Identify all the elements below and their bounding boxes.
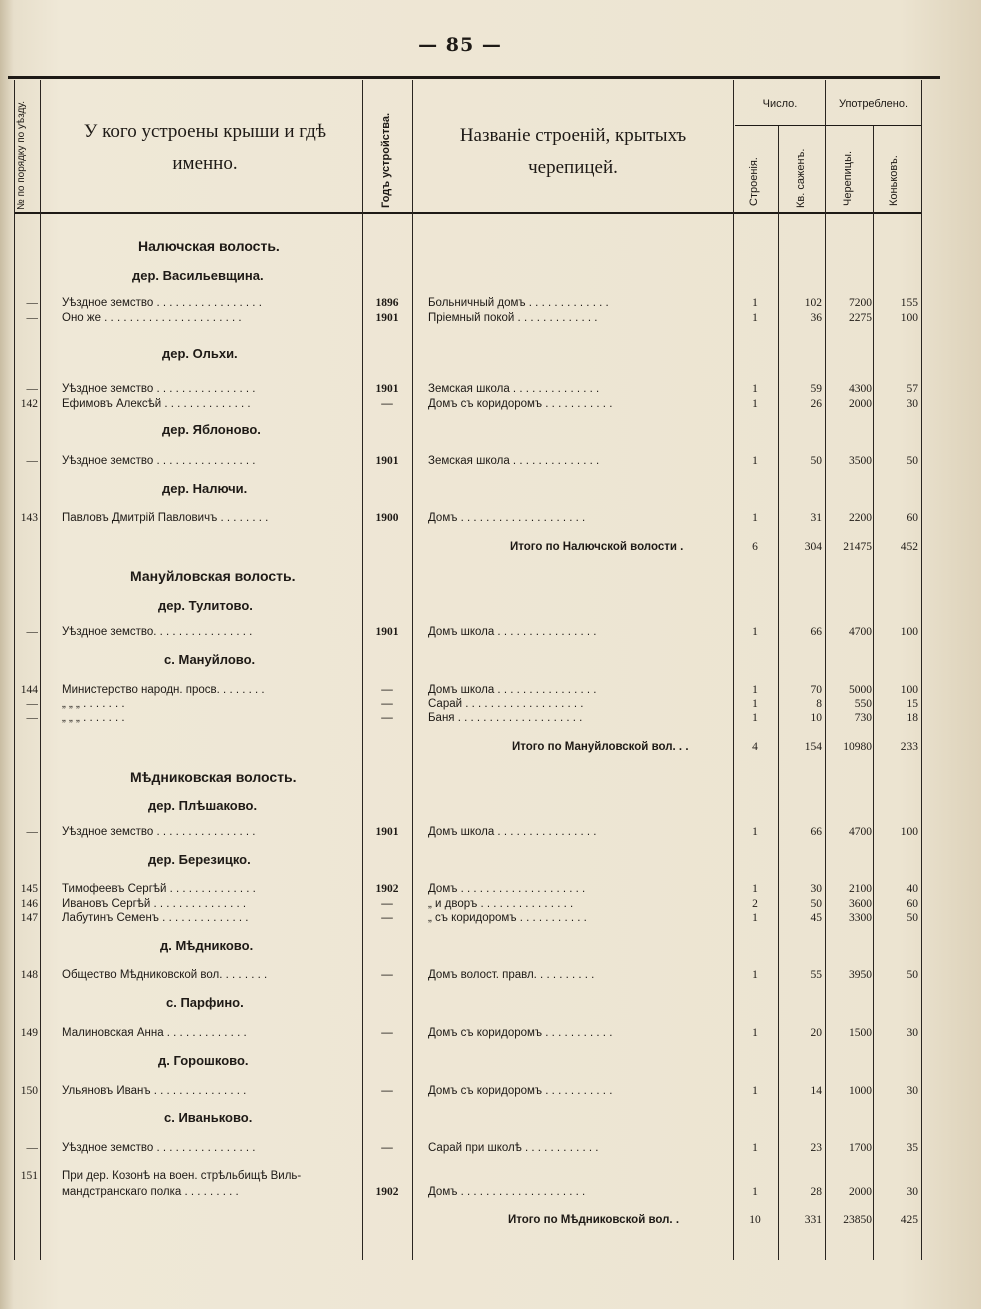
cell-tiles: 3500	[849, 455, 872, 467]
volost-heading: Мануйловская волость.	[130, 568, 296, 584]
cell-name: Домъ . . . . . . . . . . . . . . . . . . . .	[428, 883, 586, 895]
cell-sq: 45	[810, 912, 822, 924]
village-heading: дер. Тулитово.	[158, 598, 253, 613]
cell-sq: 10	[810, 712, 822, 724]
cell-no: 142	[20, 398, 38, 410]
cell-year: 1901	[375, 626, 399, 638]
cell-sq: 102	[804, 297, 822, 309]
cell-name: Сарай при школѣ . . . . . . . . . . . .	[428, 1142, 599, 1154]
cell-owner: „ „ „ . . . . . . .	[62, 698, 125, 710]
cell-name: Сарай . . . . . . . . . . . . . . . . . . .	[428, 698, 584, 710]
cell-buildings: 1	[752, 312, 758, 324]
cell-year: —	[381, 398, 393, 410]
cell-year: 1901	[375, 455, 399, 467]
cell-tiles: 3300	[849, 912, 872, 924]
table-row	[0, 311, 981, 325]
cell-tiles: 2000	[849, 398, 872, 410]
cell-no: 146	[20, 898, 38, 910]
cell-no: 144	[20, 684, 38, 696]
col-line-3	[362, 80, 363, 1260]
table-row	[0, 968, 981, 982]
total-tiles: 23850	[843, 1214, 872, 1226]
village-heading: дер. Плѣшаково.	[148, 798, 258, 813]
cell-owner: Уѣздное земство . . . . . . . . . . . . . . . .	[62, 383, 256, 395]
col-line-2	[40, 80, 41, 1260]
table-row	[0, 382, 981, 396]
table-row	[0, 882, 981, 896]
table-row	[0, 711, 981, 725]
cell-no: —	[26, 297, 38, 309]
cell-owner: мандстранскаго полка . . . . . . . . .	[62, 1186, 239, 1198]
total-sq: 304	[804, 541, 822, 553]
volost-heading: Налючская волость.	[138, 238, 280, 254]
col-line-5	[733, 80, 734, 1260]
cell-year: 1901	[375, 383, 399, 395]
cell-owner: Министерство народн. просв. . . . . . . .	[62, 684, 265, 696]
cell-sq: 26	[810, 398, 822, 410]
cell-ridge: 50	[906, 969, 918, 981]
cell-ridge: 155	[900, 297, 918, 309]
cell-name: Земская школа . . . . . . . . . . . . . .	[428, 455, 600, 467]
cell-no: 143	[20, 512, 38, 524]
cell-tiles: 1700	[849, 1142, 872, 1154]
cell-buildings: 1	[752, 455, 758, 467]
cell-name: Домъ волост. правл. . . . . . . . . .	[428, 969, 595, 981]
cell-sq: 20	[810, 1027, 822, 1039]
village-heading: с. Мануйлово.	[164, 652, 256, 667]
cell-tiles: 1000	[849, 1085, 872, 1097]
cell-owner: Ивановъ Сергѣй . . . . . . . . . . . . . . .	[62, 898, 247, 910]
cell-year: —	[381, 898, 393, 910]
cell-ridge: 100	[900, 684, 918, 696]
cell-name: Домъ . . . . . . . . . . . . . . . . . . . .	[428, 1186, 586, 1198]
cell-sq: 66	[810, 626, 822, 638]
cell-tiles: 4700	[849, 626, 872, 638]
header-no: № по порядку по уѣзду.	[16, 100, 27, 210]
total-buildings: 4	[752, 741, 758, 753]
village-heading: д. Горошково.	[158, 1053, 249, 1068]
cell-ridge: 60	[906, 512, 918, 524]
cell-name: Домъ школа . . . . . . . . . . . . . . . .	[428, 684, 597, 696]
cell-sq: 23	[810, 1142, 822, 1154]
cell-ridge: 30	[906, 1186, 918, 1198]
total-buildings: 6	[752, 541, 758, 553]
cell-owner: Уѣздное земство . . . . . . . . . . . . . . . .	[62, 826, 256, 838]
header-used: Употреблено.	[838, 98, 909, 110]
cell-owner: Оно же . . . . . . . . . . . . . . . . . . . . . .	[62, 312, 242, 324]
total-ridge: 452	[900, 541, 918, 553]
cell-no: 148	[20, 969, 38, 981]
cell-owner: Уѣздное земство . . . . . . . . . . . . . . . .	[62, 455, 256, 467]
village-heading: дер. Налючи.	[162, 481, 248, 496]
cell-owner: Лабутинъ Семенъ . . . . . . . . . . . . . .	[62, 912, 249, 924]
cell-name: Земская школа . . . . . . . . . . . . . .	[428, 383, 600, 395]
cell-year: 1900	[375, 512, 399, 524]
cell-buildings: 1	[752, 1027, 758, 1039]
total-label: Итого по Налючской волости .	[510, 541, 684, 553]
cell-tiles: 2275	[849, 312, 872, 324]
cell-no: 151	[20, 1170, 38, 1182]
total-tiles: 10980	[843, 741, 872, 753]
cell-no: —	[26, 626, 38, 638]
table-row	[0, 897, 981, 911]
cell-year: —	[381, 1027, 393, 1039]
cell-year: —	[381, 712, 393, 724]
cell-sq: 50	[810, 455, 822, 467]
table-row	[0, 697, 981, 711]
cell-ridge: 50	[906, 455, 918, 467]
col-line-9	[921, 80, 922, 1260]
cell-tiles: 730	[854, 712, 872, 724]
table-row	[0, 1185, 981, 1199]
cell-year: —	[381, 912, 393, 924]
cell-sq: 59	[810, 383, 822, 395]
cell-sq: 70	[810, 684, 822, 696]
village-heading: д. Мѣдниково.	[160, 938, 254, 953]
cell-year: 1902	[375, 883, 399, 895]
total-ridge: 425	[900, 1214, 918, 1226]
cell-year: 1901	[375, 826, 399, 838]
cell-buildings: 1	[752, 684, 758, 696]
cell-ridge: 30	[906, 1027, 918, 1039]
header-buildings: Строенія.	[748, 157, 760, 206]
cell-no: 145	[20, 883, 38, 895]
total-sq: 331	[804, 1214, 822, 1226]
cell-no: —	[26, 383, 38, 395]
cell-buildings: 1	[752, 1186, 758, 1198]
cell-ridge: 30	[906, 1085, 918, 1097]
village-heading: дер. Ольхи.	[162, 346, 238, 361]
cell-tiles: 1500	[849, 1027, 872, 1039]
cell-name: Домъ съ коридоромъ . . . . . . . . . . .	[428, 398, 613, 410]
col-line-4	[412, 80, 413, 1260]
cell-name: Домъ съ коридоромъ . . . . . . . . . . .	[428, 1027, 613, 1039]
cell-sq: 30	[810, 883, 822, 895]
cell-no: —	[26, 712, 38, 724]
village-heading: дер. Васильевщина.	[132, 268, 264, 283]
cell-year: 1901	[375, 312, 399, 324]
cell-owner: Уѣздное земство. . . . . . . . . . . . . . . .	[62, 626, 253, 638]
header-bottom-rule	[14, 212, 922, 214]
table-row	[0, 454, 981, 468]
header-tiles: Черепицы.	[842, 150, 854, 206]
cell-ridge: 40	[906, 883, 918, 895]
cell-name: „ съ коридоромъ . . . . . . . . . . .	[428, 912, 587, 924]
cell-no: —	[26, 698, 38, 710]
cell-ridge: 100	[900, 826, 918, 838]
cell-tiles: 3950	[849, 969, 872, 981]
total-tiles: 21475	[843, 541, 872, 553]
cell-tiles: 2000	[849, 1186, 872, 1198]
cell-year: 1896	[375, 297, 399, 309]
table-row	[0, 911, 981, 925]
cell-no: —	[26, 312, 38, 324]
cell-sq: 8	[816, 698, 822, 710]
cell-owner: Общество Мѣдниковской вол. . . . . . . .	[62, 969, 268, 981]
table-row	[0, 1141, 981, 1155]
cell-buildings: 1	[752, 698, 758, 710]
header-owner: У кого устроены крыши и гдѣ именно.	[83, 121, 327, 174]
table-row	[0, 625, 981, 639]
col-line-1	[14, 80, 15, 1260]
col-line-7	[825, 80, 826, 1260]
cell-ridge: 57	[906, 383, 918, 395]
cell-tiles: 7200	[849, 297, 872, 309]
cell-tiles: 4700	[849, 826, 872, 838]
cell-owner: Ульяновъ Иванъ . . . . . . . . . . . . . . .	[62, 1085, 247, 1097]
header-count: Число.	[762, 98, 798, 110]
cell-sq: 14	[810, 1085, 822, 1097]
total-sq: 154	[804, 741, 822, 753]
cell-name: „ и дворъ . . . . . . . . . . . . . . .	[428, 898, 574, 910]
cell-tiles: 2200	[849, 512, 872, 524]
cell-buildings: 1	[752, 826, 758, 838]
cell-year: —	[381, 684, 393, 696]
cell-sq: 55	[810, 969, 822, 981]
cell-buildings: 1	[752, 383, 758, 395]
cell-buildings: 1	[752, 398, 758, 410]
cell-no: —	[26, 455, 38, 467]
total-row	[0, 1213, 981, 1227]
cell-ridge: 50	[906, 912, 918, 924]
cell-sq: 36	[810, 312, 822, 324]
table-row	[0, 296, 981, 310]
cell-owner: Уѣздное земство . . . . . . . . . . . . . . . . .	[62, 297, 262, 309]
cell-year: 1902	[375, 1186, 399, 1198]
page-number: — 85 —	[418, 34, 502, 56]
total-buildings: 10	[749, 1214, 761, 1226]
cell-owner: Павловъ Дмитрій Павловичъ . . . . . . . .	[62, 512, 269, 524]
cell-ridge: 30	[906, 398, 918, 410]
cell-buildings: 1	[752, 912, 758, 924]
cell-year: —	[381, 969, 393, 981]
cell-owner: Тимофеевъ Сергѣй . . . . . . . . . . . . . .	[62, 883, 256, 895]
cell-tiles: 3600	[849, 898, 872, 910]
table-row	[0, 1169, 981, 1183]
village-heading: с. Иваньково.	[164, 1110, 253, 1125]
cell-no: —	[26, 826, 38, 838]
cell-owner: Ефимовъ Алексѣй . . . . . . . . . . . . . .	[62, 398, 251, 410]
village-heading: с. Парфино.	[166, 995, 244, 1010]
cell-buildings: 1	[752, 969, 758, 981]
cell-owner: Уѣздное земство . . . . . . . . . . . . . . . .	[62, 1142, 256, 1154]
cell-owner: Малиновская Анна . . . . . . . . . . . . .	[62, 1027, 247, 1039]
cell-ridge: 15	[906, 698, 918, 710]
cell-ridge: 35	[906, 1142, 918, 1154]
cell-tiles: 550	[854, 698, 872, 710]
cell-year: —	[381, 1085, 393, 1097]
total-row	[0, 740, 981, 754]
table-row	[0, 1026, 981, 1040]
table-row	[0, 1084, 981, 1098]
cell-no: 150	[20, 1085, 38, 1097]
cell-name: Домъ школа . . . . . . . . . . . . . . . .	[428, 826, 597, 838]
cell-buildings: 1	[752, 883, 758, 895]
cell-name: Больничный домъ . . . . . . . . . . . . .	[428, 297, 609, 309]
header-name: Названіе строеній, крытыхъ черепицей.	[459, 125, 687, 178]
cell-sq: 28	[810, 1186, 822, 1198]
header-ridge: Коньковъ.	[888, 155, 900, 206]
cell-owner: „ „ „ . . . . . . .	[62, 712, 125, 724]
cell-buildings: 1	[752, 626, 758, 638]
cell-buildings: 1	[752, 512, 758, 524]
cell-name: Домъ школа . . . . . . . . . . . . . . . .	[428, 626, 597, 638]
cell-tiles: 2100	[849, 883, 872, 895]
top-rule	[8, 76, 940, 79]
table-row	[0, 683, 981, 697]
subheader-rule	[735, 125, 921, 126]
header-sq: Кв. саженъ.	[795, 148, 807, 208]
village-heading: дер. Яблоново.	[162, 422, 261, 437]
cell-name: Домъ . . . . . . . . . . . . . . . . . . . .	[428, 512, 586, 524]
cell-buildings: 1	[752, 1142, 758, 1154]
village-heading: дер. Березицко.	[148, 852, 251, 867]
cell-buildings: 2	[752, 898, 758, 910]
cell-no: —	[26, 1142, 38, 1154]
cell-name: Баня . . . . . . . . . . . . . . . . . . . .	[428, 712, 583, 724]
volost-heading: Мѣдниковская волость.	[130, 769, 297, 785]
cell-owner: При дер. Козонѣ на воен. стрѣльбищѣ Виль-	[62, 1170, 302, 1182]
cell-no: 149	[20, 1027, 38, 1039]
total-row	[0, 540, 981, 554]
cell-year: —	[381, 698, 393, 710]
cell-ridge: 100	[900, 312, 918, 324]
cell-ridge: 18	[906, 712, 918, 724]
table-row	[0, 825, 981, 839]
cell-name: Пріемный покой . . . . . . . . . . . . .	[428, 312, 598, 324]
cell-sq: 31	[810, 512, 822, 524]
header-year: Годъ устройства.	[380, 112, 392, 208]
cell-ridge: 60	[906, 898, 918, 910]
cell-sq: 66	[810, 826, 822, 838]
table-row	[0, 511, 981, 525]
cell-tiles: 5000	[849, 684, 872, 696]
total-label: Итого по Мануйловской вол. . .	[512, 741, 689, 753]
table-row	[0, 397, 981, 411]
cell-buildings: 1	[752, 297, 758, 309]
cell-buildings: 1	[752, 1085, 758, 1097]
total-label: Итого по Мѣдниковской вол. .	[508, 1214, 680, 1226]
cell-year: —	[381, 1142, 393, 1154]
total-ridge: 233	[900, 741, 918, 753]
cell-no: 147	[20, 912, 38, 924]
cell-name: Домъ съ коридоромъ . . . . . . . . . . .	[428, 1085, 613, 1097]
cell-tiles: 4300	[849, 383, 872, 395]
cell-ridge: 100	[900, 626, 918, 638]
cell-sq: 50	[810, 898, 822, 910]
cell-buildings: 1	[752, 712, 758, 724]
